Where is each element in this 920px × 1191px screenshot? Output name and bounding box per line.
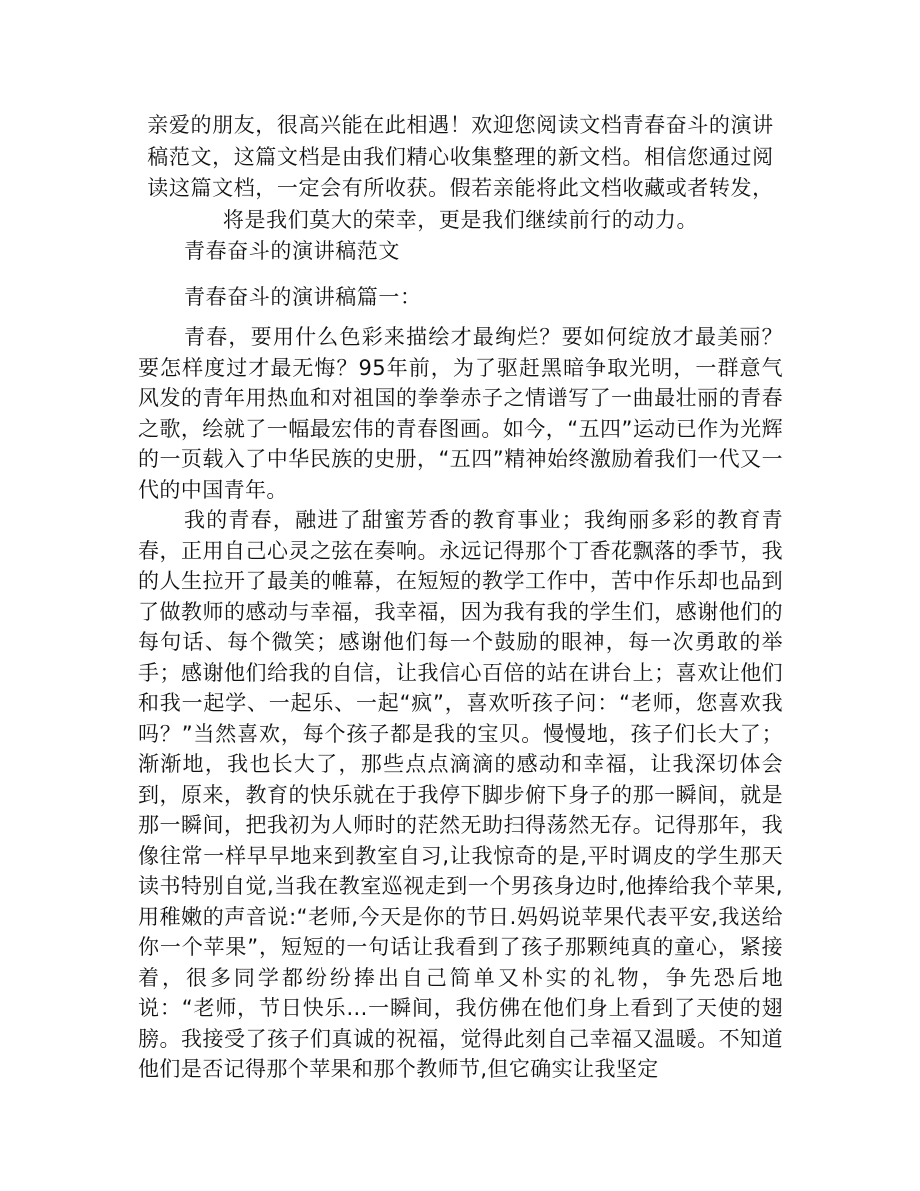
intro-paragraph: 亲爱的朋友，很高兴能在此相遇！欢迎您阅读文档青春奋斗的演讲稿范文，这篇文档是由我们精心收集整理的新文档。相信您通过阅读这篇文档，一定会有所收获。假若亲能将此文档收藏或者转发，将是我们莫大的荣幸，更是我们继续前行的动力。 <box>147 113 774 232</box>
body-paragraph-1: 青春，要用什么色彩来描绘才最绚烂？要如何绽放才最美丽？要怎样度过才最无悔？95年前，为了驱赶黑暗争取光明，一群意气风发的青年用热血和对祖国的拳拳赤子之情谱写了一曲最壮丽的青春之歌，绘就了一幅最宏伟的青春图画。如今，“五四”运动已作为光辉的一页载入了中华民族的史册，“五四”精神始终激励着我们一代又一代的中国青年。 <box>138 325 783 502</box>
document-title: 青春奋斗的演讲稿范文 <box>184 239 400 263</box>
section-heading: 青春奋斗的演讲稿篇一： <box>184 285 422 309</box>
body-paragraph-2: 我的青春，融进了甜蜜芳香的教育事业；我绚丽多彩的教育青春，正用自己心灵之弦在奏响。永远记得那个丁香花飘落的季节，我的人生拉开了最美的帷幕，在短短的教学工作中，苦中作乐却也品到了做教师的感动与幸福，我幸福，因为我有我的学生们，感谢他们的每句话、每个微笑；感谢他们每一个鼓励的眼神，每一次勇敢的举手；感谢他们给我的自信，让我信心百倍的站在讲台上；喜欢让他们和我一起学、一起乐、一起“疯”，喜欢听孩子问：“老师，您喜欢我吗？”当然喜欢，每个孩子都是我的宝贝。慢慢地，孩子们长大了；渐渐地，我也长大了，那些点点滴滴的感动和幸福，让我深切体会到，原来，教育的快乐就在于我停下脚步俯下身子的那一瞬间，就是那一瞬间，把我初为人师时的茫然无助扫得荡然无存。记得那年，我像往常一样早早地来到教室自习,让我惊奇的是,平时调皮的学生那天读书特别自觉,当我在教室巡视走到一个男孩身边时,他捧给我个苹果,用稚嫩的声音说:“老师,今天是你的节日.妈妈说苹果代表平安,我送给你一个苹果”，短短的一句话让我看到了孩子那颗纯真的童心，紧接着，很多同学都纷纷捧出自己简单又朴实的礼物，争先恐后地说：“老师，节日快乐...一瞬间，我仿佛在他们身上看到了天使的翅膀。我接受了孩子们真诚的祝福，觉得此刻自己幸福又温暖。不知道他们是否记得那个苹果和那个教师节,但它确实让我坚定 <box>138 508 783 1081</box>
